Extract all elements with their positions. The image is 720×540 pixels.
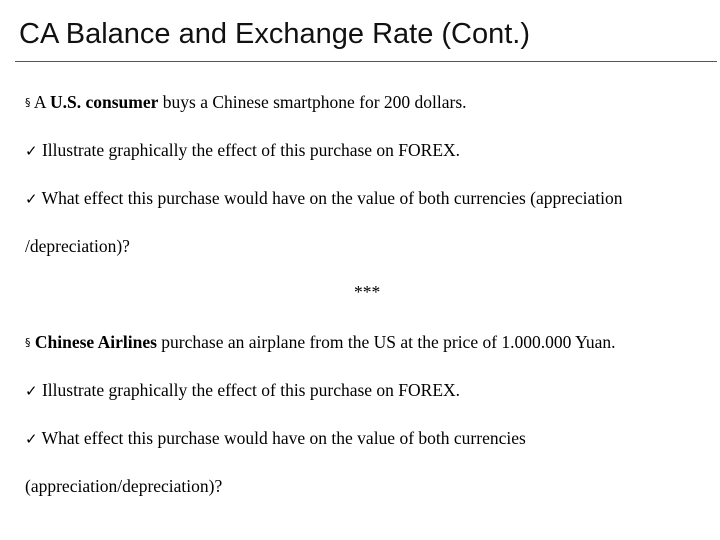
bullet-text-post: purchase an airplane from the US at the price of 1.000.000 Yuan. bbox=[156, 332, 616, 352]
bullet-us-consumer bbox=[25, 91, 467, 114]
checkmark-icon: ✓ bbox=[25, 142, 38, 160]
check-item-text: Illustrate graphically the effect of this purchase on FOREX. bbox=[41, 380, 461, 400]
check-item-2-continuation: /depreciation)? bbox=[25, 236, 130, 256]
check-item-text: Illustrate graphically the effect of this purchase on FOREX. bbox=[41, 140, 461, 160]
bullet-text-bold: Chinese Airlines bbox=[34, 332, 157, 352]
checkmark-icon: ✓ bbox=[25, 190, 38, 208]
square-bullet-icon: § bbox=[25, 96, 31, 109]
bullet-chinese-airlines bbox=[25, 331, 616, 354]
slide-title: CA Balance and Exchange Rate (Cont.) bbox=[19, 18, 531, 50]
checkmark-icon: ✓ bbox=[25, 430, 38, 448]
check-item-1 bbox=[25, 139, 460, 162]
title-divider bbox=[15, 61, 717, 62]
check-item-3 bbox=[25, 379, 460, 402]
check-item-text: What effect this purchase would have on the value of both currencies bbox=[41, 428, 526, 448]
square-bullet-icon: § bbox=[25, 336, 31, 349]
check-item-4 bbox=[25, 427, 526, 450]
checkmark-icon: ✓ bbox=[25, 382, 38, 400]
bullet-text-pre: A bbox=[33, 92, 50, 112]
bullet-text-bold: U.S. consumer bbox=[49, 92, 159, 112]
check-item-4-continuation: (appreciation/depreciation)? bbox=[25, 476, 223, 496]
check-item-text: What effect this purchase would have on the value of both currencies (appreciation bbox=[41, 188, 623, 208]
check-item-2 bbox=[25, 187, 622, 210]
section-separator: *** bbox=[354, 282, 381, 302]
bullet-text-post: buys a Chinese smartphone for 200 dollars. bbox=[158, 92, 467, 112]
